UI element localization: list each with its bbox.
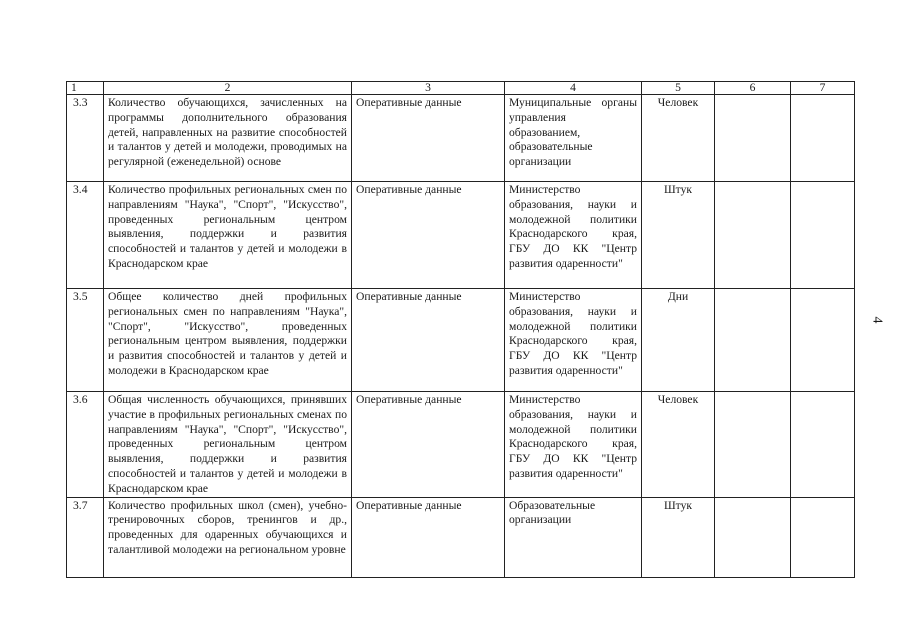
data-source: Оперативные данные bbox=[352, 95, 505, 182]
table-row bbox=[67, 497, 855, 577]
table-header-row bbox=[67, 82, 855, 95]
indicator-name: Общее количество дней профильных региональных смен по направлениям "Наука", "Спорт", "Искусство", проведенных региональным центром выявления, поддержки и развития способностей и талантов у детей и молодежи в Краснодарском крае bbox=[104, 289, 352, 392]
table-row bbox=[67, 182, 855, 289]
responsible-body: Муниципальные органы управления образованием, образовательные организации bbox=[505, 95, 642, 182]
page-number: 4 bbox=[869, 316, 885, 324]
unit: Дни bbox=[642, 289, 715, 392]
cell-col6 bbox=[715, 95, 791, 182]
unit: Штук bbox=[642, 182, 715, 289]
data-source: Оперативные данные bbox=[352, 289, 505, 392]
unit: Человек bbox=[642, 392, 715, 498]
table-row bbox=[67, 95, 855, 182]
cell-col6 bbox=[715, 289, 791, 392]
col-header-5: 5 bbox=[642, 82, 715, 95]
table-row bbox=[67, 289, 855, 392]
row-number: 3.7 bbox=[67, 497, 104, 577]
responsible-body: Министерство образования, науки и молодежной политики Краснодарского края, ГБУ ДО КК "Центр развития одаренности" bbox=[505, 289, 642, 392]
cell-col6 bbox=[715, 497, 791, 577]
row-number: 3.3 bbox=[67, 95, 104, 182]
data-source: Оперативные данные bbox=[352, 497, 505, 577]
unit: Человек bbox=[642, 95, 715, 182]
responsible-body: Министерство образования, науки и молодежной политики Краснодарского края, ГБУ ДО КК "Центр развития одаренности" bbox=[505, 392, 642, 498]
cell-col6 bbox=[715, 392, 791, 498]
indicator-name: Количество профильных школ (смен), учебно-тренировочных сборов, тренингов и др., проведенных для одаренных обучающихся и талантливой молодежи на региональном уровне bbox=[104, 497, 352, 577]
data-source: Оперативные данные bbox=[352, 182, 505, 289]
cell-col7 bbox=[791, 182, 855, 289]
cell-col7 bbox=[791, 289, 855, 392]
row-number: 3.4 bbox=[67, 182, 104, 289]
row-number: 3.5 bbox=[67, 289, 104, 392]
col-header-3: 3 bbox=[352, 82, 505, 95]
col-header-4: 4 bbox=[505, 82, 642, 95]
indicator-name: Количество профильных региональных смен по направлениям "Наука", "Спорт", "Искусство", проведенных региональным центром выявления, поддержки и развития способностей и талантов у детей и молодежи в Краснодарском крае bbox=[104, 182, 352, 289]
indicator-name: Количество обучающихся, зачисленных на программы дополнительного образования детей, направленных на развитие способностей и талантов у детей и молодежи, проводимых на регулярной (еженедельной) основе bbox=[104, 95, 352, 182]
col-header-1: 1 bbox=[67, 82, 104, 95]
row-number: 3.6 bbox=[67, 392, 104, 498]
cell-col7 bbox=[791, 497, 855, 577]
cell-col7 bbox=[791, 95, 855, 182]
responsible-body: Образовательные организации bbox=[505, 497, 642, 577]
col-header-6: 6 bbox=[715, 82, 791, 95]
data-source: Оперативные данные bbox=[352, 392, 505, 498]
cell-col7 bbox=[791, 392, 855, 498]
table-row bbox=[67, 392, 855, 498]
indicators-table bbox=[66, 81, 855, 578]
indicator-name: Общая численность обучающихся, принявших участие в профильных региональных сменах по направлениям "Наука", "Спорт", "Искусство", проведенных региональным центром выявления, поддержки и развития способностей и талантов у детей и молодежи в Краснодарском крае bbox=[104, 392, 352, 498]
responsible-body: Министерство образования, науки и молодежной политики Краснодарского края, ГБУ ДО КК "Центр развития одаренности" bbox=[505, 182, 642, 289]
col-header-2: 2 bbox=[104, 82, 352, 95]
col-header-7: 7 bbox=[791, 82, 855, 95]
unit: Штук bbox=[642, 497, 715, 577]
cell-col6 bbox=[715, 182, 791, 289]
